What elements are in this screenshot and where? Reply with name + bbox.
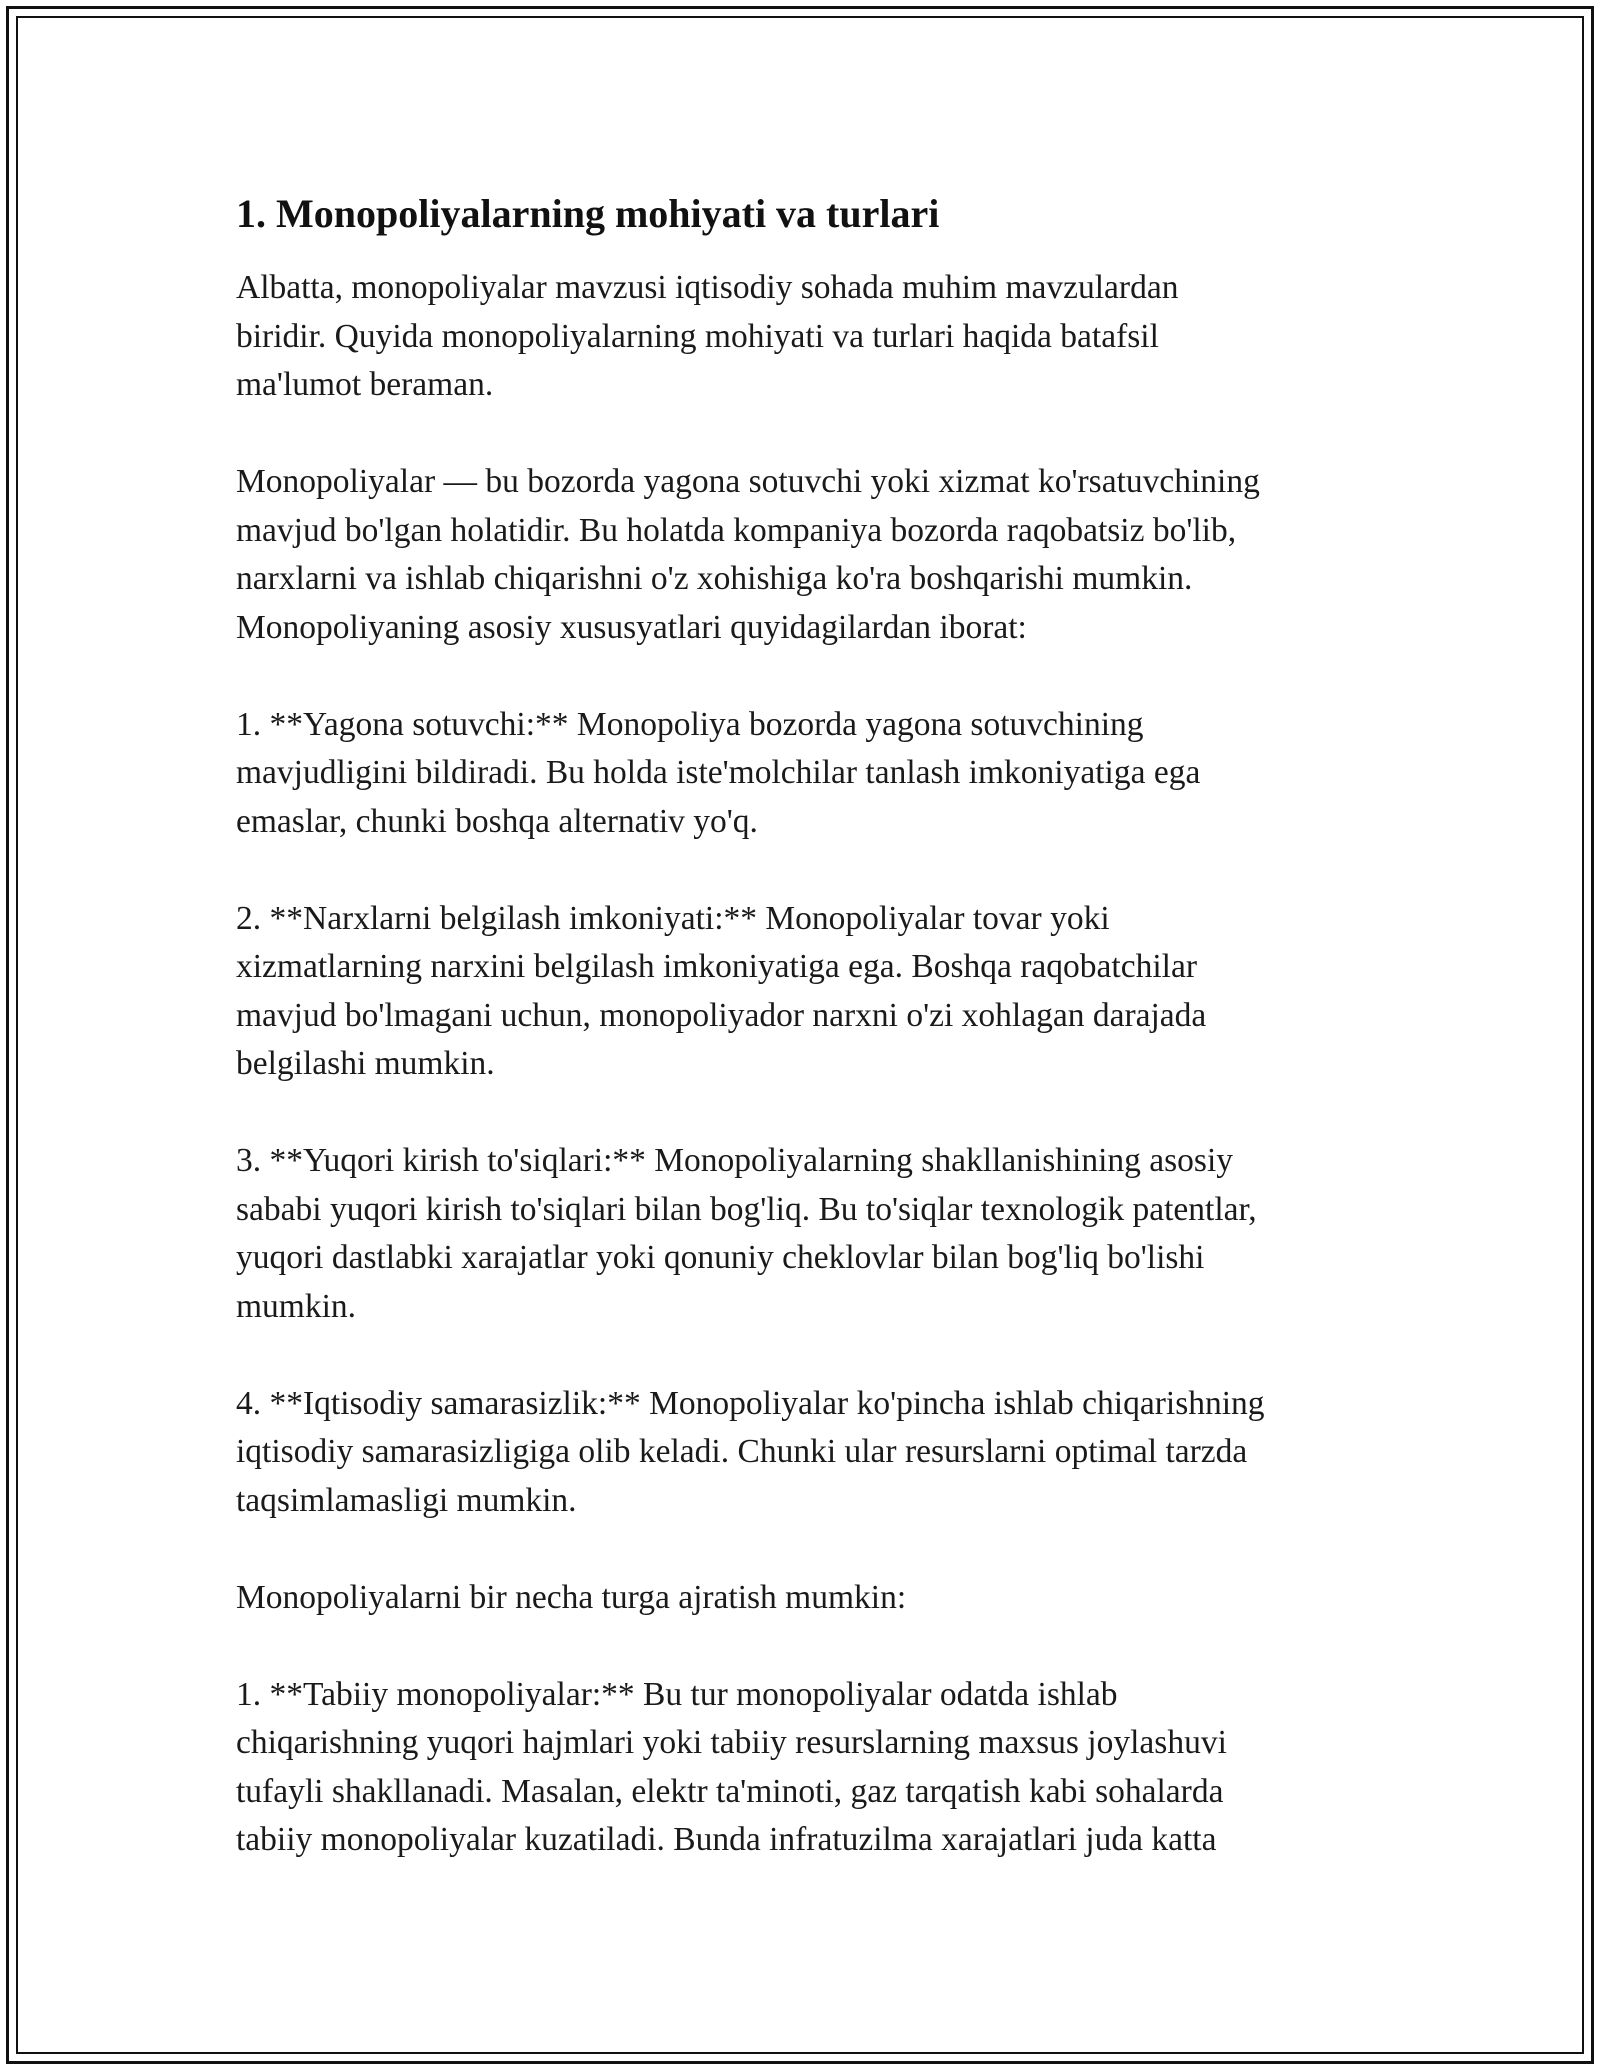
list-item-kirish-tosiqlari	[236, 1137, 1386, 1331]
text-line: Albatta, monopoliyalar mavzusi iqtisodiy sohada muhim mavzulardan	[236, 269, 1179, 306]
text-line: 4. **Iqtisodiy samarasizlik:** Monopoliyalar ko'pincha ishlab chiqarishning	[236, 1384, 1265, 1422]
section-heading: 1. Monopoliyalarning mohiyati va turlari	[236, 191, 940, 236]
text-line: Monopoliyalarni bir necha turga ajratish mumkin:	[236, 1578, 907, 1616]
list-item-yagona-sotuvchi	[236, 701, 1386, 847]
text-line: tabiiy monopoliyalar kuzatiladi. Bunda infratuzilma xarajatlari juda katta	[236, 1821, 1217, 1858]
text-line: xizmatlarning narxini belgilash imkoniyatiga ega. Boshqa raqobatchilar	[236, 948, 1197, 985]
text-line: ma'lumot beraman.	[236, 366, 494, 403]
text-line: mavjud bo'lmagani uchun, monopoliyador narxni o'zi xohlagan darajada	[236, 996, 1207, 1034]
text-line: Monopoliyalar — bu bozorda yagona sotuvchi yoki xizmat ko'rsatuvchining	[236, 463, 1260, 500]
text-line: sababi yuqori kirish to'siqlari bilan bog'liq. Bu to'siqlar texnologik patentlar,	[236, 1190, 1257, 1228]
text-line: 1. **Tabiiy monopoliyalar:** Bu tur monopoliyalar odatda ishlab	[236, 1675, 1118, 1713]
paragraph-types-intro	[236, 1574, 1386, 1623]
text-line: belgilashi mumkin.	[236, 1045, 495, 1082]
text-line: mavjudligini bildiradi. Bu holda iste'molchilar tanlash imkoniyatiga ega	[236, 754, 1201, 791]
text-line: mumkin.	[236, 1287, 357, 1325]
text-line: taqsimlamasligi mumkin.	[236, 1481, 577, 1519]
text-line: Monopoliyaning asosiy xususyatlari quyidagilardan iborat:	[236, 608, 1027, 646]
text-line: 3. **Yuqori kirish to'siqlari:** Monopoliyalarning shakllanishining asosiy	[236, 1142, 1234, 1179]
text-line: tufayli shakllanadi. Masalan, elektr ta'minoti, gaz tarqatish kabi sohalarda	[236, 1772, 1224, 1810]
text-line: chiqarishning yuqori hajmlari yoki tabiiy resurslarning maxsus joylashuvi	[236, 1724, 1227, 1761]
list-item-samarasizlik	[236, 1380, 1386, 1526]
paragraph-intro	[236, 264, 1386, 410]
text-line: emaslar, chunki boshqa alternativ yo'q.	[236, 802, 758, 840]
text-line: mavjud bo'lgan holatidir. Bu holatda kompaniya bozorda raqobatsiz bo'lib,	[236, 511, 1237, 549]
list-item-narxlarni-belgilash	[236, 895, 1386, 1089]
text-line: narxlarni va ishlab chiqarishni o'z xohishiga ko'ra boshqarishi mumkin.	[236, 560, 1193, 597]
text-line: 1. **Yagona sotuvchi:** Monopoliya bozorda yagona sotuvchining	[236, 705, 1144, 743]
text-line: yuqori dastlabki xarajatlar yoki qonuniy cheklovlar bilan bog'liq bo'lishi	[236, 1239, 1205, 1276]
document-body	[236, 190, 1386, 1913]
text-line: biridir. Quyida monopoliyalarning mohiyati va turlari haqida batafsil	[236, 317, 1159, 355]
list-item-tabiiy-monopoliyalar	[236, 1671, 1386, 1865]
text-line: 2. **Narxlarni belgilash imkoniyati:** Monopoliyalar tovar yoki	[236, 899, 1110, 937]
paragraph-definition	[236, 458, 1386, 652]
text-line: iqtisodiy samarasizligiga olib keladi. Chunki ular resurslarni optimal tarzda	[236, 1433, 1248, 1470]
